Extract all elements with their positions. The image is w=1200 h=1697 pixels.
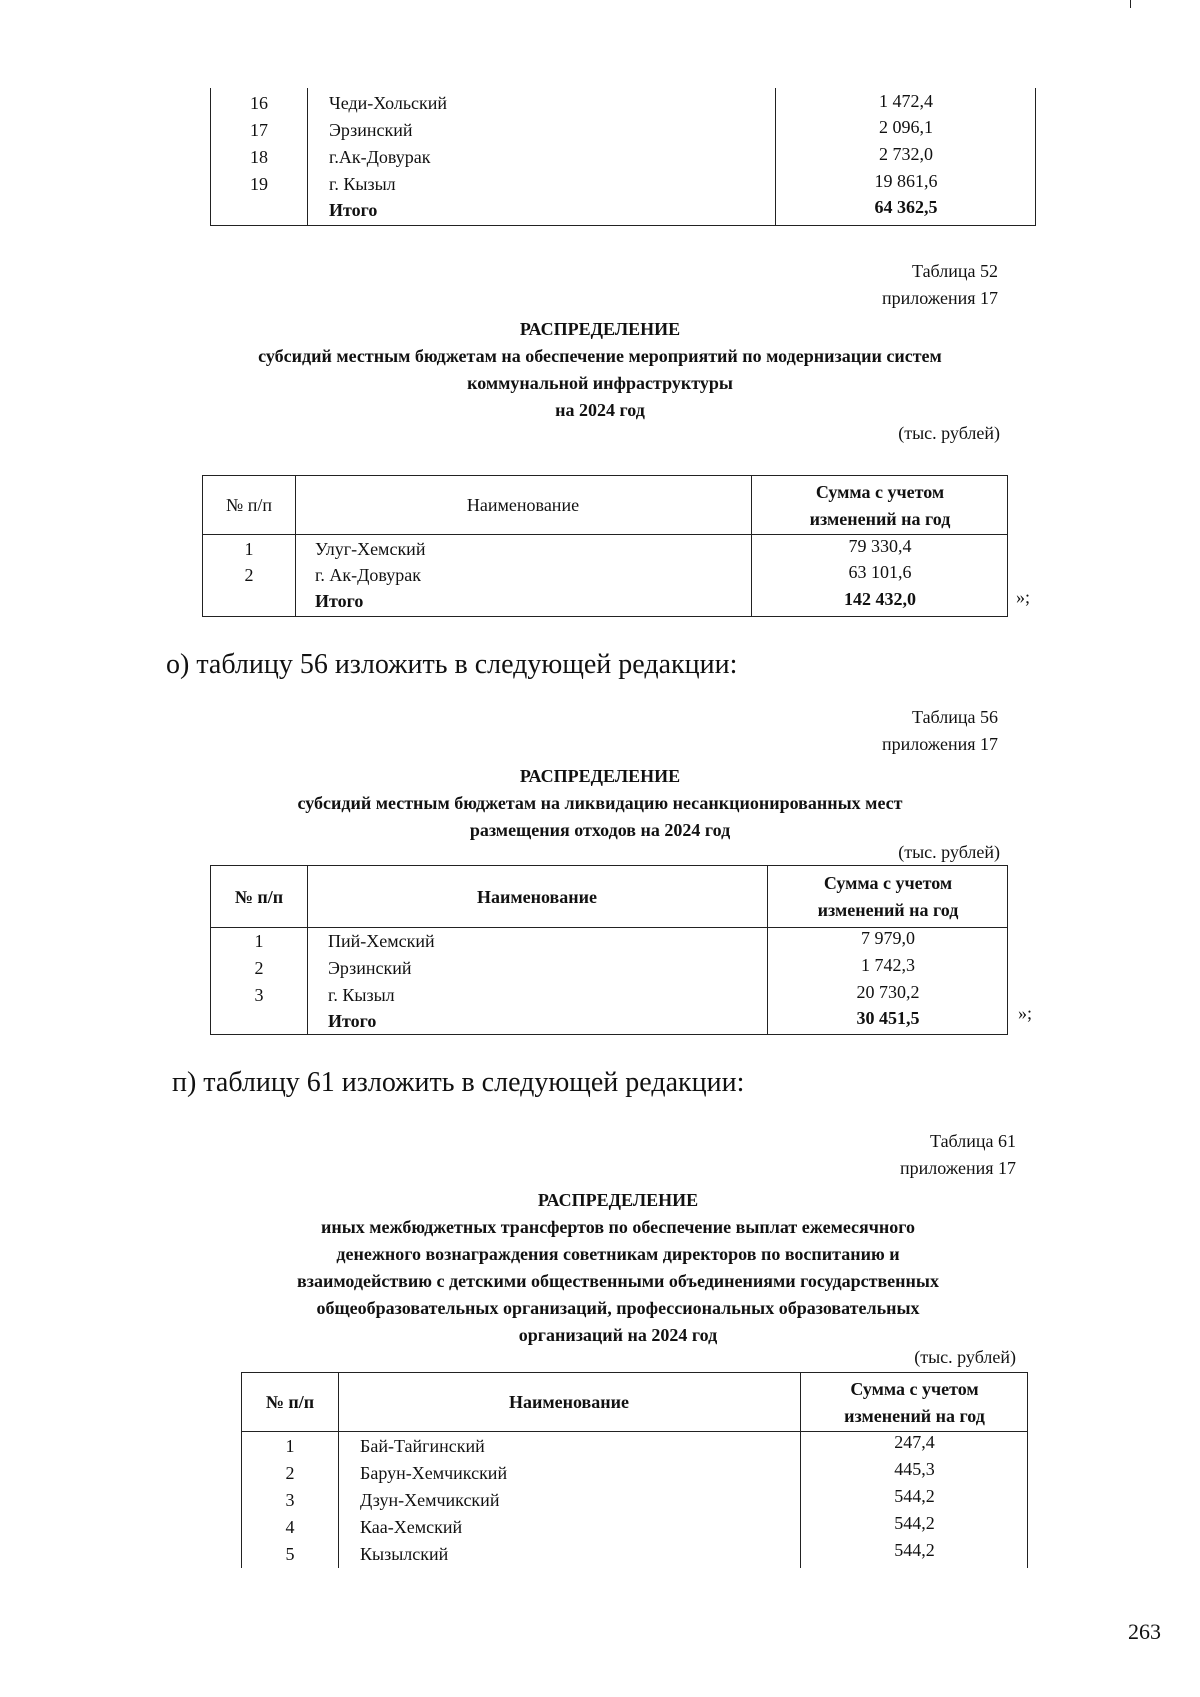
row-name: Бай-Тайгинский: [360, 1436, 485, 1456]
header-name: Наименование: [466, 495, 580, 515]
row-name: Улуг-Хемский: [315, 539, 426, 559]
table-subtitle: иных межбюджетных трансфертов по обеспечение выплат ежемесячного: [320, 1217, 916, 1237]
row-sum: 544,2: [894, 1513, 935, 1533]
table-56: [210, 865, 1008, 1035]
table-subtitle: на 2024 год: [555, 400, 645, 420]
header-sum: [800, 1373, 1029, 1432]
row-number: 1: [244, 539, 254, 559]
row-sum: 20 730,2: [856, 982, 920, 1002]
row-sum: 2 096,1: [879, 117, 933, 137]
header-sum: [767, 866, 1009, 928]
table-title: РАСПРЕДЕЛЕНИЕ: [519, 766, 681, 786]
row-name: г. Ак-Довурак: [315, 565, 421, 585]
header-sum-line: Сумма с учетом: [850, 1378, 979, 1399]
table-61: [241, 1372, 1028, 1568]
unit-label: (тыс. рублей): [898, 423, 1000, 443]
row-name: Пий-Хемский: [328, 931, 435, 951]
table-title-block: [18, 1187, 1200, 1349]
header-sum-line: Сумма с учетом: [823, 873, 953, 893]
table-subtitle: денежного вознаграждения советникам директоров по воспитанию и: [336, 1244, 900, 1264]
table-subtitle: общеобразовательных организаций, профессиональных образовательных: [316, 1298, 920, 1318]
header-sum-line: изменений на год: [844, 1405, 985, 1426]
row-number: 3: [285, 1490, 295, 1510]
table-continuation: [210, 88, 1036, 226]
header-number: № п/п: [234, 886, 284, 907]
row-number: 3: [254, 985, 264, 1005]
row-name: Барун-Хемчикский: [360, 1463, 508, 1483]
row-number: 1: [285, 1436, 295, 1456]
table-number: Таблица 61: [930, 1131, 1016, 1151]
total-sum: 64 362,5: [874, 197, 938, 217]
total-sum: 142 432,0: [844, 589, 916, 609]
closing-quote: »;: [1018, 1003, 1033, 1023]
header-sum: [751, 476, 1009, 535]
row-sum: 544,2: [894, 1486, 935, 1506]
amendment-paragraph: п) таблицу 61 изложить в следующей редакции:: [172, 1067, 745, 1098]
table-title: РАСПРЕДЕЛЕНИЕ: [519, 319, 681, 339]
table-subtitle: размещения отходов на 2024 год: [469, 820, 731, 840]
row-number: 5: [285, 1544, 295, 1564]
row-number: 2: [254, 958, 264, 978]
row-sum: 1 472,4: [879, 91, 933, 111]
row-sum: 7 979,0: [861, 928, 915, 948]
row-sum: 247,4: [894, 1432, 935, 1452]
row-name: г. Кызыл: [328, 985, 395, 1005]
row-sum: 445,3: [894, 1459, 935, 1479]
total-label: Итого: [328, 1011, 377, 1031]
table-52: [202, 475, 1008, 617]
amendment-paragraph: о) таблицу 56 изложить в следующей редакции:: [166, 649, 738, 680]
table-title: РАСПРЕДЕЛЕНИЕ: [537, 1190, 699, 1210]
header-sum-line: Сумма с учетом: [815, 481, 945, 502]
header-name: Наименование: [477, 886, 597, 907]
row-number: 17: [250, 120, 268, 140]
header-sum-line: изменений на год: [817, 900, 959, 920]
table-number: Таблица 52: [912, 261, 998, 281]
unit-label: (тыс. рублей): [914, 1347, 1016, 1367]
row-name: Эрзинский: [328, 958, 412, 978]
header-name: Наименование: [509, 1392, 629, 1412]
row-number: 18: [250, 147, 268, 167]
row-name: Эрзинский: [329, 120, 413, 140]
total-sum: 30 451,5: [856, 1008, 920, 1028]
table-subtitle: субсидий местным бюджетам на ликвидацию несанкционированных мест: [297, 793, 903, 813]
table-reference: [882, 704, 998, 758]
row-name: Дзун-Хемчикский: [360, 1490, 500, 1510]
row-name: Каа-Хемский: [360, 1517, 463, 1537]
appendix-reference: приложения 17: [881, 288, 998, 308]
row-name: г.Ак-Довурак: [329, 147, 431, 167]
row-number: 1: [254, 931, 264, 951]
row-sum: 63 101,6: [848, 562, 912, 582]
table-subtitle: субсидий местным бюджетам на обеспечение мероприятий по модернизации систем: [258, 346, 942, 366]
unit-label: (тыс. рублей): [898, 842, 1000, 862]
header-sum-line: изменений на год: [809, 508, 951, 529]
table-reference: [900, 1128, 1016, 1182]
row-sum: 79 330,4: [848, 536, 912, 556]
row-name: Чеди-Хольский: [329, 93, 448, 113]
row-sum: 19 861,6: [874, 171, 938, 191]
table-reference: [882, 258, 998, 312]
row-number: 19: [250, 174, 268, 194]
row-number: 16: [250, 93, 268, 113]
row-sum: 2 732,0: [879, 144, 933, 164]
appendix-reference: приложения 17: [899, 1158, 1016, 1178]
header-number: № п/п: [265, 1392, 315, 1412]
row-name: г. Кызыл: [329, 174, 396, 194]
row-name: Кызылский: [360, 1544, 449, 1564]
table-title-block: [0, 763, 1200, 844]
table-number: Таблица 56: [912, 707, 998, 727]
total-label: Итого: [315, 591, 364, 611]
closing-quote: »;: [1016, 587, 1031, 607]
row-sum: 1 742,3: [861, 955, 915, 975]
header-number: № п/п: [226, 495, 272, 515]
appendix-reference: приложения 17: [881, 734, 998, 754]
row-number: 2: [285, 1463, 295, 1483]
table-subtitle: взаимодействию с детскими общественными объединениями государственных: [297, 1271, 939, 1291]
table-subtitle: коммунальной инфраструктуры: [467, 373, 733, 393]
row-number: 4: [285, 1517, 295, 1537]
table-title-block: [0, 316, 1200, 424]
scan-mark: [1130, 0, 1131, 8]
row-number: 2: [244, 565, 254, 585]
table-subtitle: организаций на 2024 год: [518, 1325, 718, 1345]
page-number: 263: [1128, 1619, 1161, 1644]
total-label: Итого: [329, 200, 378, 220]
row-sum: 544,2: [894, 1540, 935, 1560]
